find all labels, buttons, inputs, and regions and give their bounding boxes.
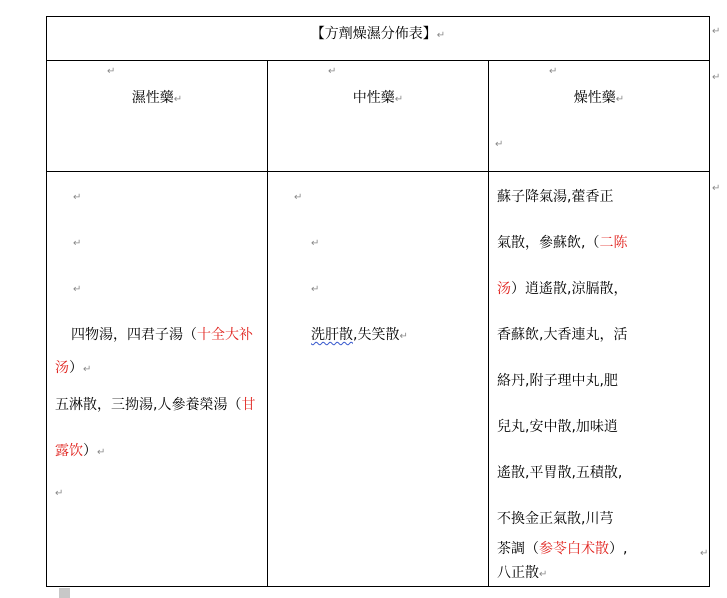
paragraph-mark-icon: ↵: [73, 238, 82, 249]
neutral-line-1: 洗肝散,失笑散↵: [311, 327, 408, 343]
paragraph-mark-icon: ↵: [399, 331, 408, 342]
paragraph-mark-icon: ↵: [615, 94, 625, 105]
paragraph-mark-icon: ↵: [436, 30, 446, 41]
dry-line-8: 不換金正氣散,川芎: [497, 511, 614, 527]
paragraph-mark-icon: ↵: [73, 284, 82, 295]
paragraph-mark-icon: ↵: [73, 192, 82, 203]
formula-table: [46, 16, 710, 587]
paragraph-mark-icon: ↵: [107, 66, 116, 77]
header-cell-neutral: [268, 61, 489, 172]
neutral-formulas-cell: [268, 172, 489, 587]
paragraph-mark-icon: ↵: [311, 284, 320, 295]
column-header-dry: 燥性藥↵: [573, 90, 625, 106]
dry-line-2: 氣散，參蘇飲,（二陈: [497, 235, 628, 251]
dry-line-6: 兒丸,安中散,加味逍: [497, 419, 618, 435]
row-end-mark-icon: ↵: [712, 183, 721, 194]
row-end-mark-icon: ↵: [712, 26, 721, 37]
scrollbar-thumb[interactable]: [59, 588, 70, 598]
title-cell: [47, 17, 710, 61]
paragraph-mark-icon: ↵: [311, 238, 320, 249]
column-header-neutral: 中性藥↵: [352, 90, 404, 106]
dry-line-5: 絡丹,附子理中丸,肥: [497, 373, 618, 389]
dry-line-10: 八正散↵: [497, 565, 548, 581]
paragraph-mark-icon: ↵: [97, 447, 106, 458]
dry-formulas-cell: [489, 172, 710, 587]
paragraph-mark-icon: ↵: [700, 548, 709, 559]
dry-line-7: 遙散,平胃散,五積散,: [497, 465, 623, 481]
wet-formulas-cell: [47, 172, 268, 587]
paragraph-mark-icon: ↵: [83, 364, 92, 375]
wet-line-3: 五淋散，三拗湯,人參養榮湯（甘: [55, 397, 256, 413]
header-cell-dry: [489, 61, 710, 172]
table-title: [47, 23, 709, 43]
table-title-text: 【方劑燥濕分佈表】: [310, 26, 437, 42]
wet-line-4: 露饮）↵: [55, 443, 106, 459]
dry-line-4: 香蘇飲,大香連丸，活: [497, 327, 628, 343]
paragraph-mark-icon: ↵: [294, 192, 303, 203]
row-end-mark-icon: ↵: [712, 72, 721, 83]
paragraph-mark-icon: ↵: [549, 66, 558, 77]
dry-line-3: 汤）逍遙散,涼膈散，: [497, 281, 628, 297]
dry-line-9: 茶調（参苓白术散）,: [497, 541, 628, 557]
wet-line-2: 汤）↵: [55, 360, 92, 376]
paragraph-mark-icon: ↵: [394, 94, 404, 105]
spellcheck-underlined-text: 洗肝散: [311, 327, 353, 343]
dry-line-1: 蘇子降氣湯,藿香正: [497, 189, 614, 205]
header-cell-wet: [47, 61, 268, 172]
paragraph-mark-icon: ↵: [539, 569, 548, 580]
paragraph-mark-icon: ↵: [173, 94, 183, 105]
paragraph-mark-icon: ↵: [328, 66, 337, 77]
column-header-wet: 濕性藥↵: [131, 90, 183, 106]
wet-line-1: 四物湯，四君子湯（十全大补: [71, 327, 253, 343]
paragraph-mark-icon: ↵: [55, 488, 64, 499]
paragraph-mark-icon: ↵: [495, 139, 504, 150]
